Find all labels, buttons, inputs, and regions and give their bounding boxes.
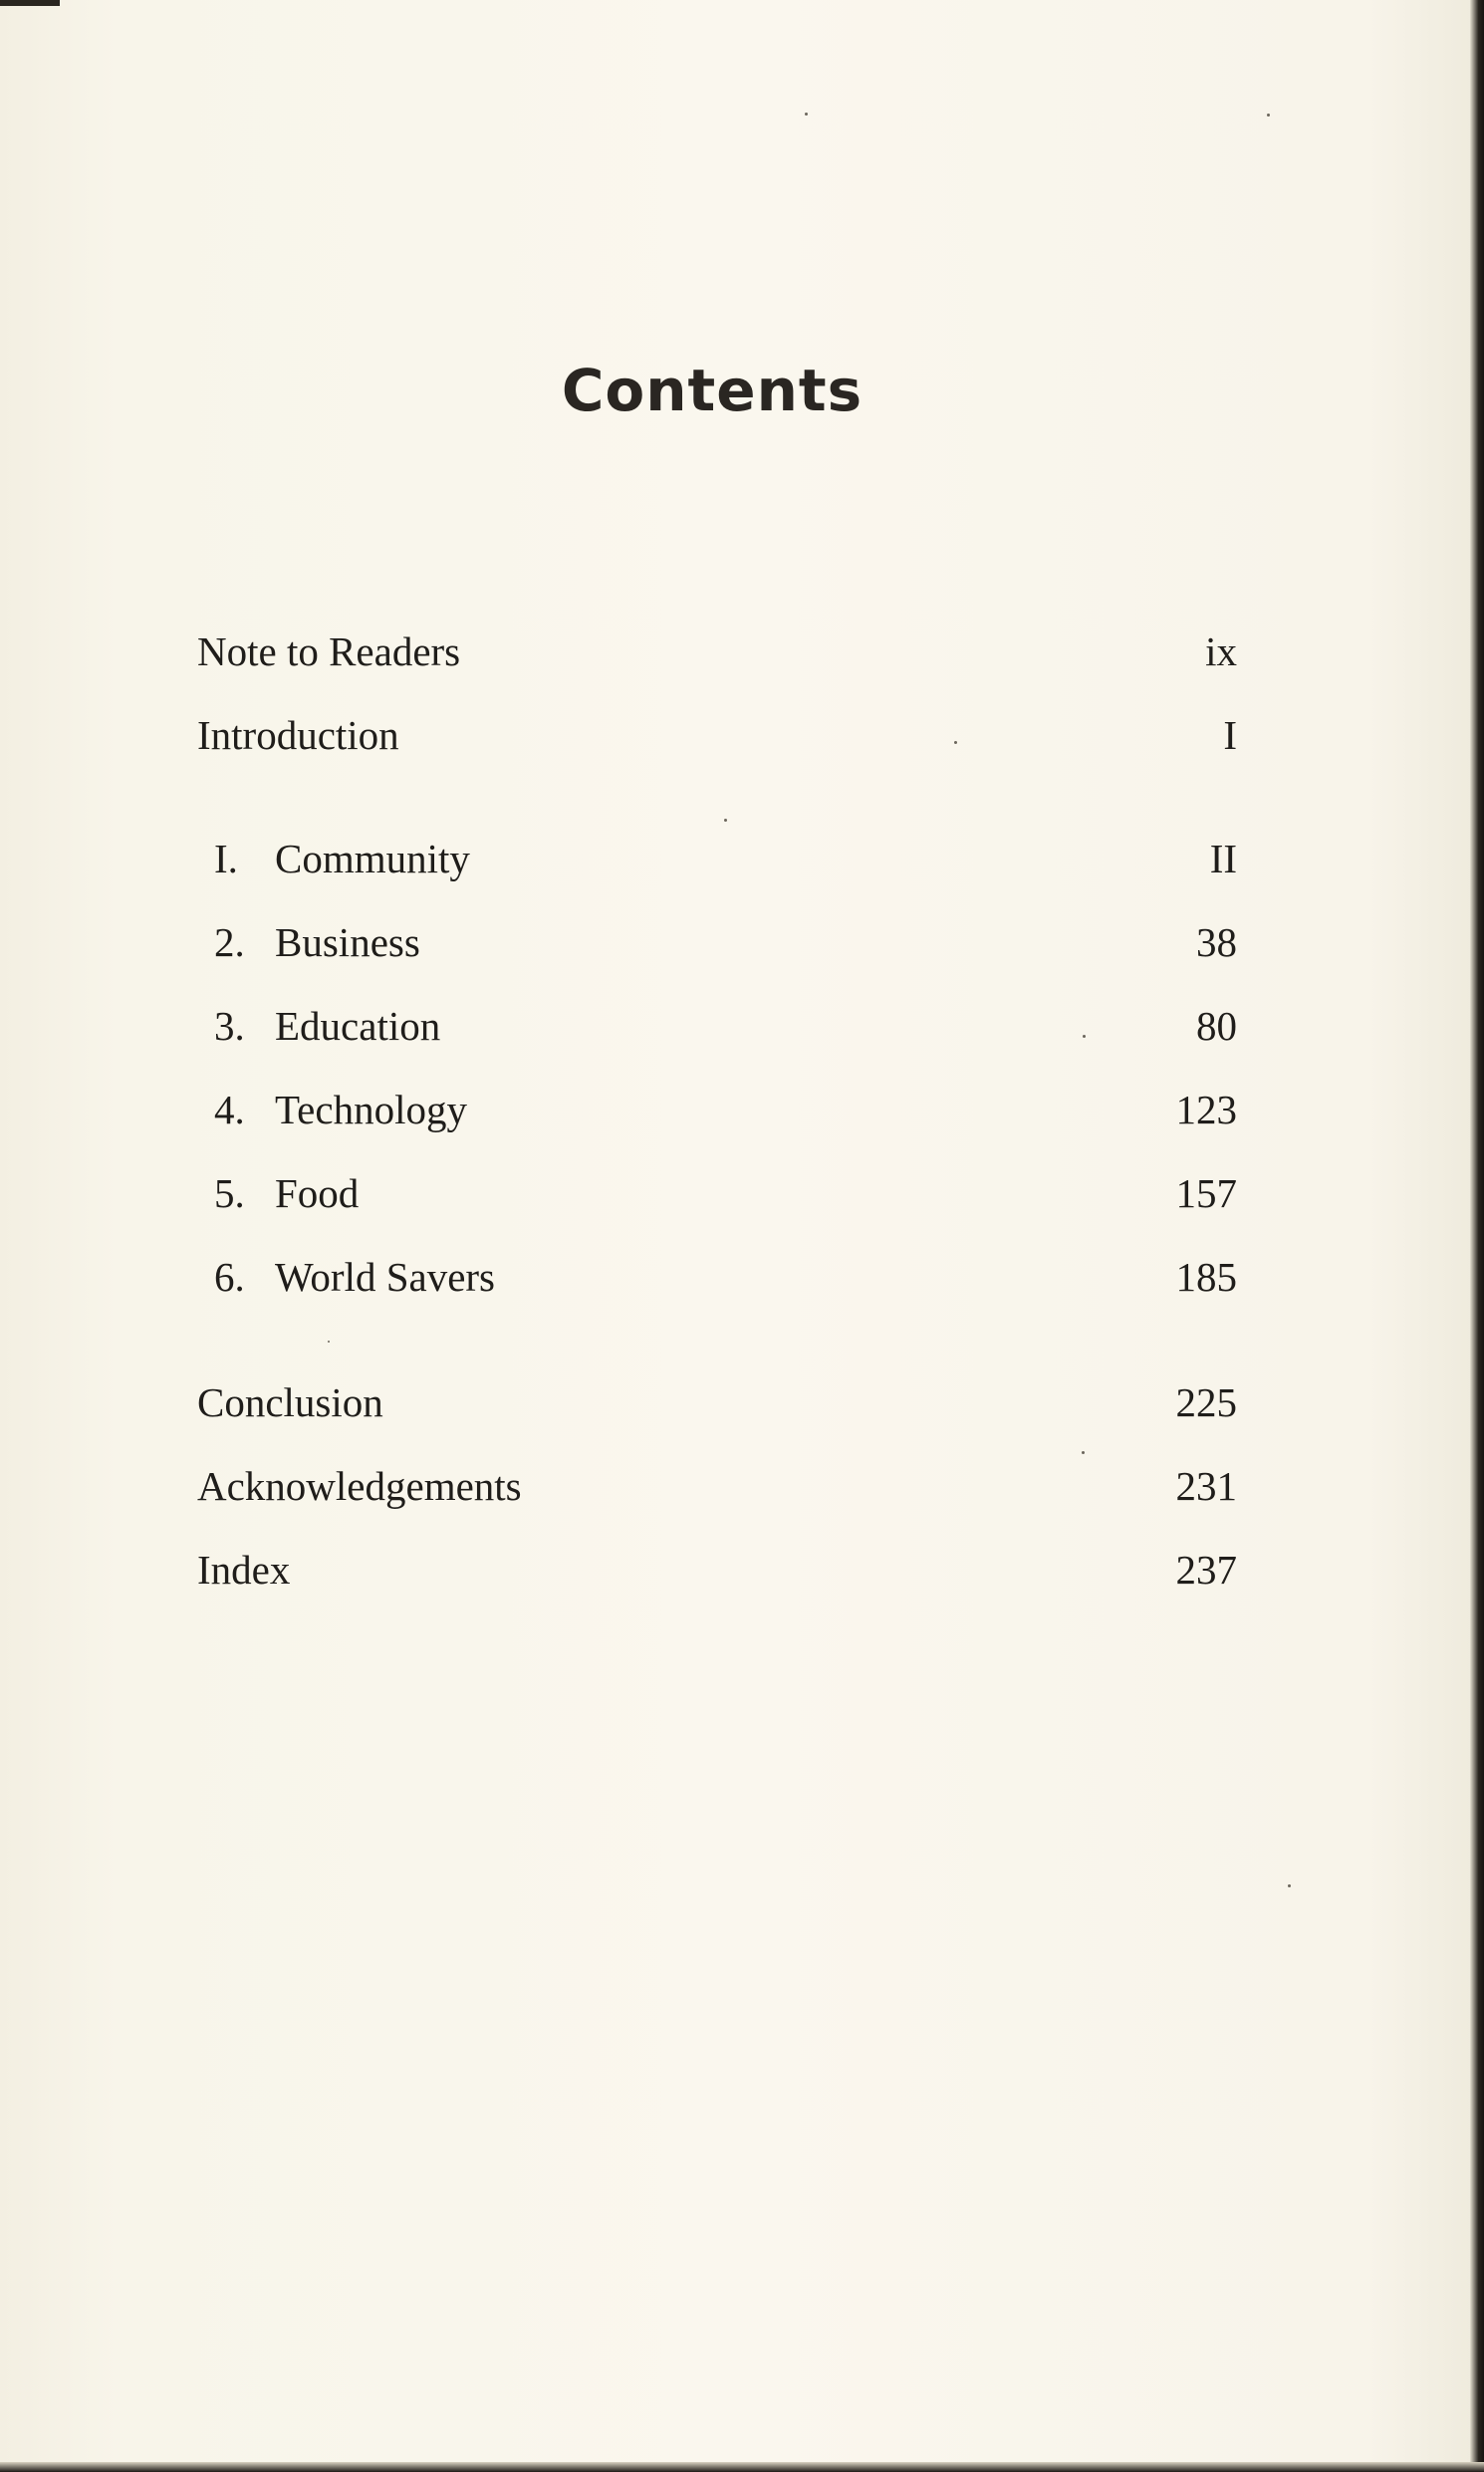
dust-speck bbox=[1082, 1451, 1085, 1454]
dust-speck bbox=[724, 819, 727, 822]
toc-entry-label: Acknowledgements bbox=[197, 1463, 522, 1509]
toc-entry-conclusion bbox=[0, 1378, 1484, 1438]
toc-entry-label: Community bbox=[275, 836, 470, 881]
dust-speck bbox=[1267, 114, 1270, 117]
toc-entry-chapter-5 bbox=[0, 1169, 1484, 1229]
toc-entry-introduction bbox=[0, 711, 1484, 771]
toc-entry-label: Technology bbox=[275, 1087, 467, 1132]
toc-entry-acknowledgements bbox=[0, 1462, 1484, 1522]
toc-entry-index bbox=[0, 1546, 1484, 1606]
toc-entry-label: Introduction bbox=[197, 712, 399, 758]
toc-entry-page: 123 bbox=[1175, 1087, 1237, 1132]
toc-entry-chapter-6 bbox=[0, 1253, 1484, 1313]
toc-chapter-number: 5. bbox=[214, 1170, 245, 1216]
toc-entry-page: 185 bbox=[1175, 1254, 1237, 1300]
toc-entry-page: 38 bbox=[1196, 919, 1237, 965]
toc-entry-note-to-readers bbox=[0, 627, 1484, 687]
page-corner-shadow bbox=[0, 0, 60, 6]
dust-speck bbox=[1288, 1884, 1291, 1887]
toc-chapter-number: 2. bbox=[214, 919, 245, 965]
toc-entry-label: World Savers bbox=[275, 1254, 496, 1300]
toc-entry-chapter-2 bbox=[0, 918, 1484, 978]
toc-entry-page: ix bbox=[1205, 628, 1237, 674]
toc-chapter-number: 4. bbox=[214, 1087, 245, 1132]
toc-entry-page: 237 bbox=[1175, 1547, 1237, 1593]
toc-entry-label: Education bbox=[275, 1003, 441, 1049]
toc-entry-page: II bbox=[1209, 836, 1237, 881]
dust-speck bbox=[328, 1341, 330, 1343]
toc-entry-page: 80 bbox=[1196, 1003, 1237, 1049]
toc-entry-label: Index bbox=[197, 1547, 291, 1593]
toc-entry-page: I bbox=[1223, 712, 1237, 758]
toc-chapter-number: I. bbox=[214, 836, 238, 881]
toc-chapter-number: 6. bbox=[214, 1254, 245, 1300]
toc-entry-page: 157 bbox=[1175, 1170, 1237, 1216]
toc-chapter-number: 3. bbox=[214, 1003, 245, 1049]
toc-entry-page: 225 bbox=[1175, 1379, 1237, 1425]
toc-entry-label: Note to Readers bbox=[197, 628, 461, 674]
page-bottom-shadow bbox=[0, 2462, 1484, 2472]
dust-speck bbox=[805, 113, 808, 116]
toc-entry-chapter-3 bbox=[0, 1002, 1484, 1062]
page-title: Contents bbox=[561, 357, 864, 424]
toc-entry-label: Food bbox=[275, 1170, 360, 1216]
toc-entry-label: Conclusion bbox=[197, 1379, 383, 1425]
toc-entry-label: Business bbox=[275, 919, 420, 965]
toc-entry-chapter-4 bbox=[0, 1086, 1484, 1145]
toc-entry-chapter-1 bbox=[0, 835, 1484, 894]
page-edge-shadow bbox=[1470, 0, 1484, 2472]
toc-entry-page: 231 bbox=[1175, 1463, 1237, 1509]
